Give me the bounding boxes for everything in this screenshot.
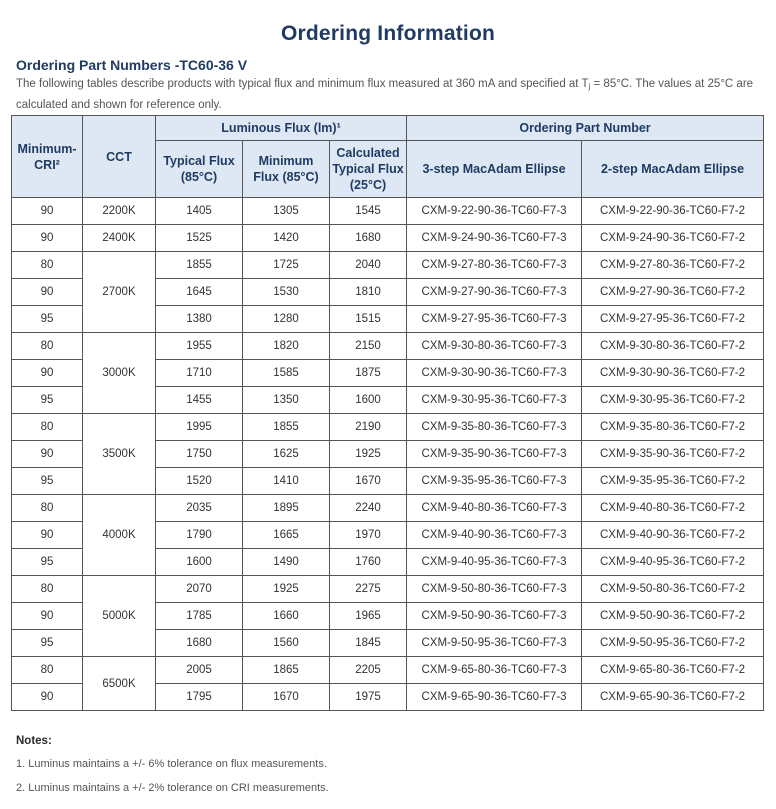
cri-cell: 90 xyxy=(12,225,83,252)
typical-flux-cell: 1455 xyxy=(156,387,243,414)
part-number-3-step-cell: CXM-9-35-95-36-TC60-F7-3 xyxy=(407,468,582,495)
header-3-step: 3-step MacAdam Ellipse xyxy=(407,141,582,198)
header-cri: Minimum-CRI² xyxy=(12,116,83,198)
part-number-2-step-cell: CXM-9-35-90-36-TC60-F7-2 xyxy=(582,441,764,468)
calculated-flux-cell: 2240 xyxy=(330,495,407,522)
cct-cell: 5000K xyxy=(83,576,156,657)
table-body xyxy=(12,198,764,711)
calculated-flux-cell: 1515 xyxy=(330,306,407,333)
part-number-3-step-cell: CXM-9-30-80-36-TC60-F7-3 xyxy=(407,333,582,360)
calculated-flux-cell: 1760 xyxy=(330,549,407,576)
calculated-flux-cell: 2150 xyxy=(330,333,407,360)
typical-flux-cell: 1405 xyxy=(156,198,243,225)
minimum-flux-cell: 1855 xyxy=(243,414,330,441)
calculated-flux-cell: 1845 xyxy=(330,630,407,657)
cri-cell: 90 xyxy=(12,360,83,387)
typical-flux-cell: 1380 xyxy=(156,306,243,333)
cct-cell: 2700K xyxy=(83,252,156,333)
header-2-step: 2-step MacAdam Ellipse xyxy=(582,141,764,198)
cri-cell: 80 xyxy=(12,657,83,684)
header-luminous-flux: Luminous Flux (lm)¹ xyxy=(156,116,407,141)
table-row xyxy=(12,657,764,684)
note-item: 1. Luminus maintains a +/- 6% tolerance on flux measurements. xyxy=(16,758,327,770)
cri-cell: 80 xyxy=(12,576,83,603)
typical-flux-cell: 1750 xyxy=(156,441,243,468)
cri-cell: 95 xyxy=(12,468,83,495)
typical-flux-cell: 1855 xyxy=(156,252,243,279)
typical-flux-cell: 2070 xyxy=(156,576,243,603)
minimum-flux-cell: 1895 xyxy=(243,495,330,522)
table-row xyxy=(12,495,764,522)
cri-cell: 95 xyxy=(12,387,83,414)
cri-cell: 90 xyxy=(12,603,83,630)
part-number-2-step-cell: CXM-9-30-90-36-TC60-F7-2 xyxy=(582,360,764,387)
header-calculated-flux: Calculated Typical Flux (25°C) xyxy=(330,141,407,198)
part-number-3-step-cell: CXM-9-50-90-36-TC60-F7-3 xyxy=(407,603,582,630)
part-number-3-step-cell: CXM-9-30-90-36-TC60-F7-3 xyxy=(407,360,582,387)
minimum-flux-cell: 1280 xyxy=(243,306,330,333)
minimum-flux-cell: 1420 xyxy=(243,225,330,252)
part-number-2-step-cell: CXM-9-65-80-36-TC60-F7-2 xyxy=(582,657,764,684)
part-number-2-step-cell: CXM-9-30-80-36-TC60-F7-2 xyxy=(582,333,764,360)
part-number-2-step-cell: CXM-9-35-80-36-TC60-F7-2 xyxy=(582,414,764,441)
calculated-flux-cell: 2040 xyxy=(330,252,407,279)
part-number-3-step-cell: CXM-9-65-80-36-TC60-F7-3 xyxy=(407,657,582,684)
part-number-3-step-cell: CXM-9-24-90-36-TC60-F7-3 xyxy=(407,225,582,252)
calculated-flux-cell: 1810 xyxy=(330,279,407,306)
part-number-2-step-cell: CXM-9-40-80-36-TC60-F7-2 xyxy=(582,495,764,522)
header-ordering-part-number: Ordering Part Number xyxy=(407,116,764,141)
cct-cell: 3000K xyxy=(83,333,156,414)
part-number-3-step-cell: CXM-9-27-90-36-TC60-F7-3 xyxy=(407,279,582,306)
part-number-2-step-cell: CXM-9-27-90-36-TC60-F7-2 xyxy=(582,279,764,306)
cri-cell: 80 xyxy=(12,495,83,522)
part-number-2-step-cell: CXM-9-27-80-36-TC60-F7-2 xyxy=(582,252,764,279)
cri-cell: 95 xyxy=(12,306,83,333)
part-number-3-step-cell: CXM-9-50-80-36-TC60-F7-3 xyxy=(407,576,582,603)
minimum-flux-cell: 1665 xyxy=(243,522,330,549)
part-number-2-step-cell: CXM-9-40-90-36-TC60-F7-2 xyxy=(582,522,764,549)
ordering-table xyxy=(11,115,764,711)
section-subtitle: Ordering Part Numbers -TC60-36 V xyxy=(16,57,248,73)
cct-cell: 2200K xyxy=(83,198,156,225)
page-title: Ordering Information xyxy=(281,22,495,45)
calculated-flux-cell: 1875 xyxy=(330,360,407,387)
minimum-flux-cell: 1560 xyxy=(243,630,330,657)
typical-flux-cell: 1645 xyxy=(156,279,243,306)
part-number-2-step-cell: CXM-9-50-80-36-TC60-F7-2 xyxy=(582,576,764,603)
part-number-2-step-cell: CXM-9-27-95-36-TC60-F7-2 xyxy=(582,306,764,333)
table-row xyxy=(12,576,764,603)
calculated-flux-cell: 1600 xyxy=(330,387,407,414)
typical-flux-cell: 1790 xyxy=(156,522,243,549)
part-number-3-step-cell: CXM-9-50-95-36-TC60-F7-3 xyxy=(407,630,582,657)
calculated-flux-cell: 1925 xyxy=(330,441,407,468)
typical-flux-cell: 1600 xyxy=(156,549,243,576)
minimum-flux-cell: 1625 xyxy=(243,441,330,468)
part-number-2-step-cell: CXM-9-40-95-36-TC60-F7-2 xyxy=(582,549,764,576)
minimum-flux-cell: 1530 xyxy=(243,279,330,306)
part-number-3-step-cell: CXM-9-27-95-36-TC60-F7-3 xyxy=(407,306,582,333)
header-cct: CCT xyxy=(83,116,156,198)
cri-cell: 80 xyxy=(12,333,83,360)
part-number-3-step-cell: CXM-9-35-80-36-TC60-F7-3 xyxy=(407,414,582,441)
typical-flux-cell: 1995 xyxy=(156,414,243,441)
typical-flux-cell: 1525 xyxy=(156,225,243,252)
cri-cell: 90 xyxy=(12,522,83,549)
typical-flux-cell: 1680 xyxy=(156,630,243,657)
part-number-2-step-cell: CXM-9-24-90-36-TC60-F7-2 xyxy=(582,225,764,252)
header-minimum-flux: Minimum Flux (85°C) xyxy=(243,141,330,198)
cri-cell: 90 xyxy=(12,279,83,306)
cri-cell: 90 xyxy=(12,441,83,468)
part-number-3-step-cell: CXM-9-22-90-36-TC60-F7-3 xyxy=(407,198,582,225)
part-number-2-step-cell: CXM-9-22-90-36-TC60-F7-2 xyxy=(582,198,764,225)
cri-cell: 90 xyxy=(12,684,83,711)
part-number-2-step-cell: CXM-9-50-90-36-TC60-F7-2 xyxy=(582,603,764,630)
minimum-flux-cell: 1350 xyxy=(243,387,330,414)
table-row xyxy=(12,414,764,441)
minimum-flux-cell: 1410 xyxy=(243,468,330,495)
cct-cell: 2400K xyxy=(83,225,156,252)
description-text-end: = 85°C. The values at 25°C are calculated and shown for reference only. xyxy=(16,78,754,111)
part-number-3-step-cell: CXM-9-65-90-36-TC60-F7-3 xyxy=(407,684,582,711)
calculated-flux-cell: 2190 xyxy=(330,414,407,441)
cct-cell: 6500K xyxy=(83,657,156,711)
table-row xyxy=(12,333,764,360)
part-number-3-step-cell: CXM-9-30-95-36-TC60-F7-3 xyxy=(407,387,582,414)
cct-cell: 4000K xyxy=(83,495,156,576)
typical-flux-cell: 1955 xyxy=(156,333,243,360)
minimum-flux-cell: 1925 xyxy=(243,576,330,603)
part-number-2-step-cell: CXM-9-35-95-36-TC60-F7-2 xyxy=(582,468,764,495)
cri-cell: 90 xyxy=(12,198,83,225)
typical-flux-cell: 1785 xyxy=(156,603,243,630)
calculated-flux-cell: 1970 xyxy=(330,522,407,549)
calculated-flux-cell: 1975 xyxy=(330,684,407,711)
minimum-flux-cell: 1725 xyxy=(243,252,330,279)
table-row xyxy=(12,225,764,252)
notes-heading: Notes: xyxy=(16,735,52,747)
calculated-flux-cell: 2205 xyxy=(330,657,407,684)
cri-cell: 80 xyxy=(12,252,83,279)
part-number-2-step-cell: CXM-9-65-90-36-TC60-F7-2 xyxy=(582,684,764,711)
calculated-flux-cell: 1965 xyxy=(330,603,407,630)
description-text: The following tables describe products with typical flux and minimum flux measured at 360 mA and specified at T xyxy=(16,78,589,90)
calculated-flux-cell: 2275 xyxy=(330,576,407,603)
minimum-flux-cell: 1305 xyxy=(243,198,330,225)
part-number-2-step-cell: CXM-9-30-95-36-TC60-F7-2 xyxy=(582,387,764,414)
calculated-flux-cell: 1680 xyxy=(330,225,407,252)
typical-flux-cell: 1520 xyxy=(156,468,243,495)
typical-flux-cell: 2005 xyxy=(156,657,243,684)
cct-cell: 3500K xyxy=(83,414,156,495)
description xyxy=(16,75,764,114)
cri-cell: 80 xyxy=(12,414,83,441)
typical-flux-cell: 2035 xyxy=(156,495,243,522)
table-row xyxy=(12,252,764,279)
description-subscript: j xyxy=(588,82,591,91)
minimum-flux-cell: 1660 xyxy=(243,603,330,630)
header-typical-flux: Typical Flux (85°C) xyxy=(156,141,243,198)
minimum-flux-cell: 1585 xyxy=(243,360,330,387)
part-number-3-step-cell: CXM-9-27-80-36-TC60-F7-3 xyxy=(407,252,582,279)
part-number-2-step-cell: CXM-9-50-95-36-TC60-F7-2 xyxy=(582,630,764,657)
table-row xyxy=(12,198,764,225)
typical-flux-cell: 1795 xyxy=(156,684,243,711)
minimum-flux-cell: 1820 xyxy=(243,333,330,360)
part-number-3-step-cell: CXM-9-40-90-36-TC60-F7-3 xyxy=(407,522,582,549)
part-number-3-step-cell: CXM-9-35-90-36-TC60-F7-3 xyxy=(407,441,582,468)
cri-cell: 95 xyxy=(12,630,83,657)
note-item: 2. Luminus maintains a +/- 2% tolerance on CRI measurements. xyxy=(16,782,329,794)
minimum-flux-cell: 1865 xyxy=(243,657,330,684)
calculated-flux-cell: 1545 xyxy=(330,198,407,225)
cri-cell: 95 xyxy=(12,549,83,576)
minimum-flux-cell: 1670 xyxy=(243,684,330,711)
part-number-3-step-cell: CXM-9-40-80-36-TC60-F7-3 xyxy=(407,495,582,522)
typical-flux-cell: 1710 xyxy=(156,360,243,387)
calculated-flux-cell: 1670 xyxy=(330,468,407,495)
part-number-3-step-cell: CXM-9-40-95-36-TC60-F7-3 xyxy=(407,549,582,576)
minimum-flux-cell: 1490 xyxy=(243,549,330,576)
